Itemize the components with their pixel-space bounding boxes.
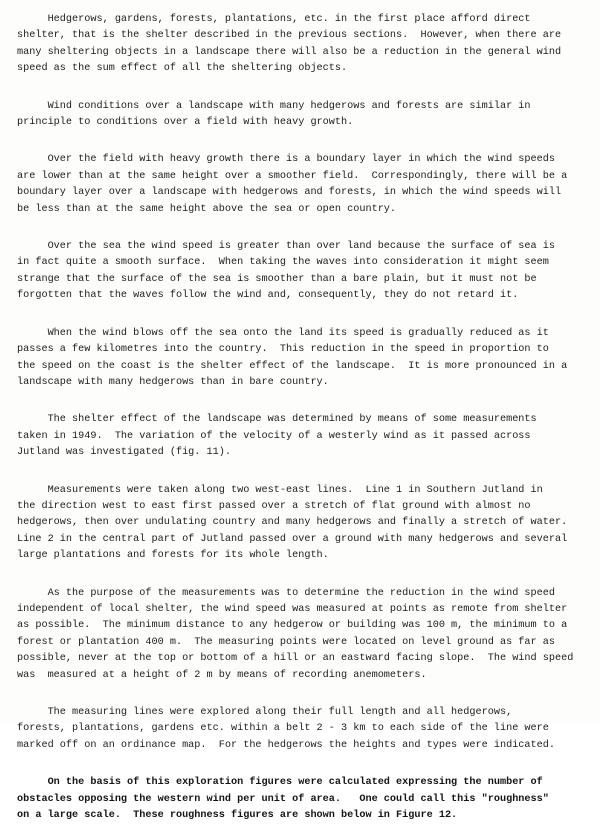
text-line: obstacles opposing the western wind per unit of area. One could call this "roughness"	[17, 793, 549, 805]
paragraph-4	[17, 239, 582, 305]
text-line: shelter, that is the shelter described in the previous sections. However, when there are	[17, 30, 562, 42]
text-line: large plantations and forests for its whole length.	[17, 550, 329, 562]
text-line: Measurements were taken along two west-east lines. Line 1 in Southern Jutland in	[17, 484, 543, 496]
text-line: be less than at the same height above the sea or open country.	[17, 203, 397, 215]
text-line: hedgerows, then over undulating country and many hedgerows and finally a stretch of water.	[17, 517, 568, 529]
text-line: are lower than at the same height over a smoother field. Correspondingly, there will be a	[17, 170, 568, 182]
paragraph-8	[17, 586, 582, 684]
text-line: Wind conditions over a landscape with many hedgerows and forests are similar in	[17, 100, 531, 112]
paragraph-1	[17, 12, 582, 78]
paragraph-10	[17, 775, 582, 824]
text-line: Jutland was investigated (fig. 11).	[17, 447, 231, 459]
text-line: many sheltering objects in a landscape there will also be a reduction in the general wind	[17, 46, 562, 58]
paragraph-5	[17, 326, 582, 392]
paragraph-2	[17, 99, 582, 132]
text-line: the direction west to east first passed over a stretch of flat ground with almost no	[17, 500, 531, 512]
text-line: passes a few kilometres into the country. This reduction in the speed in proportion to	[17, 344, 549, 356]
text-line: speed as the sum effect of all the sheltering objects.	[17, 63, 348, 75]
text-line: The shelter effect of the landscape was determined by means of some measurements	[17, 414, 537, 426]
text-line: taken in 1949. The variation of the velocity of a westerly wind as it passed across	[17, 430, 531, 442]
text-line: marked off on an ordinance map. For the hedgerows the heights and types were indicated.	[17, 739, 555, 751]
text-line: on a large scale. These roughness figures are shown below in Figure 12.	[17, 810, 458, 822]
text-line: Hedgerows, gardens, forests, plantations, etc. in the first place afford direct	[17, 14, 531, 25]
text-line: forests, plantations, gardens etc. within a belt 2 - 3 km to each side of the line were	[17, 723, 549, 735]
text-line: On the basis of this exploration figures were calculated expressing the number of	[17, 777, 543, 789]
text-line: As the purpose of the measurements was to determine the reduction in the wind speed	[17, 587, 555, 599]
paragraph-7	[17, 483, 582, 565]
text-line: forgotten that the waves follow the wind and, consequently, they do not retard it.	[17, 290, 519, 302]
paragraph-6	[17, 412, 582, 461]
text-line: When the wind blows off the sea onto the land its speed is gradually reduced as it	[17, 327, 549, 339]
text-line: in fact quite a smooth surface. When taking the waves into consideration it might seem	[17, 257, 549, 269]
text-line: the speed on the coast is the shelter effect of the landscape. It is more pronounced in a	[17, 360, 568, 372]
text-line: was measured at a height of 2 m by means of recording anemometers.	[17, 669, 427, 681]
text-line: Over the sea the wind speed is greater than over land because the surface of sea is	[17, 241, 555, 253]
paragraph-3	[17, 152, 582, 218]
text-line: boundary layer over a landscape with hedgerows and forests, in which the wind speeds will	[17, 187, 562, 199]
text-line: forest or plantation 400 m. The measuring points were located on level ground as far as	[17, 636, 555, 648]
paragraph-9	[17, 705, 582, 754]
text-line: independent of local shelter, the wind speed was measured at points as remote from shelter	[17, 603, 568, 615]
text-line: possible, never at the top or bottom of a hill or an eastward facing slope. The wind speed	[17, 653, 574, 665]
text-line: landscape with many hedgerows than in bare country.	[17, 376, 329, 388]
text-line: Over the field with heavy growth there is a boundary layer in which the wind speeds	[17, 154, 555, 166]
text-line: principle to conditions over a field with heavy growth.	[17, 117, 354, 129]
text-line: strange that the surface of the sea is smoother than a bare plain, but it must not be	[17, 273, 537, 285]
text-line: Line 2 in the central part of Jutland passed over a ground with many hedgerows and several	[17, 533, 568, 545]
text-line: The measuring lines were explored along their full length and all hedgerows,	[17, 707, 513, 718]
text-line: as possible. The minimum distance to any hedgerow or building was 100 m, the minimum to a	[17, 620, 568, 632]
